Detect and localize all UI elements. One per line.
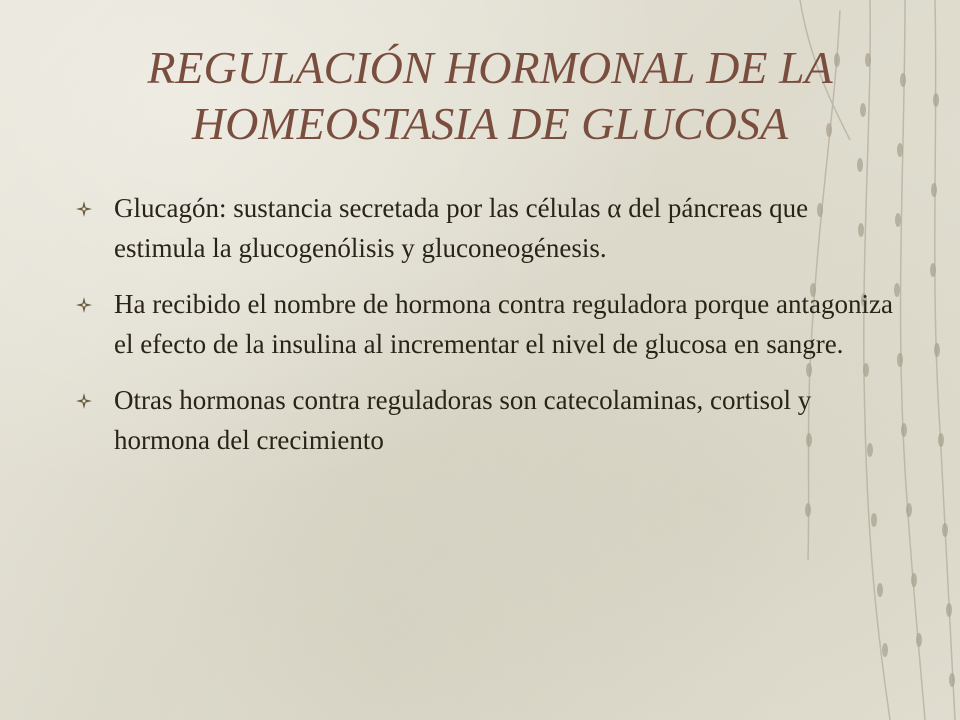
bullet-text: Otras hormonas contra reguladoras son catecolaminas, cortisol y hormona del crecimiento [114, 385, 812, 455]
four-point-star-icon [76, 297, 92, 313]
bullet-item [76, 380, 896, 460]
slide-title-line-1: REGULACIÓN HORMONAL DE LA [147, 42, 833, 93]
bullet-text: Glucagón: sustancia secretada por las células α del páncreas que estimula la glucogenólisis y gluconeogénesis. [114, 193, 809, 263]
bullet-list [76, 188, 896, 476]
bullet-item [76, 284, 896, 364]
bullet-item [76, 188, 896, 268]
four-point-star-icon [76, 393, 92, 409]
bullet-text: Ha recibido el nombre de hormona contra reguladora porque antagoniza el efecto de la insulina al incrementar el nivel de glucosa en sangre. [114, 289, 893, 359]
slide-title [60, 40, 920, 152]
four-point-star-icon [76, 201, 92, 217]
slide-title-line-2: HOMEOSTASIA DE GLUCOSA [191, 98, 789, 149]
